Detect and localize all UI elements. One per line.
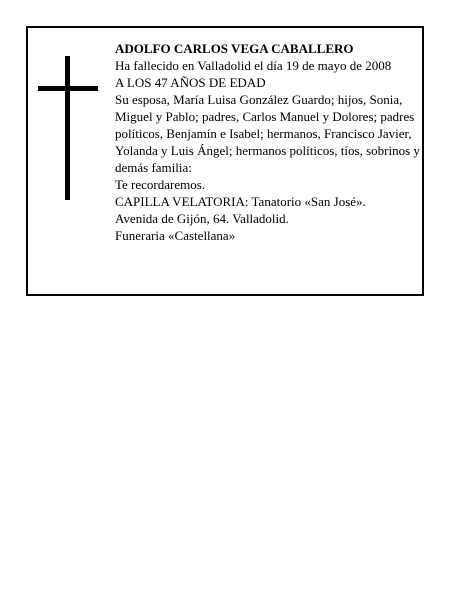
family-list: Su esposa, María Luisa González Guardo; hijos, Sonia, Miguel y Pablo; padres, Carlos Manuel y Dolores; padres políticos, Benjamín e Isabel; hermanos, Francisco Javier, Yolanda y Luis Ángel; hermanos políticos, tíos, sobrinos y demás familia: xyxy=(115,92,420,175)
obituary-notice xyxy=(26,26,424,296)
chapel-line: CAPILLA VELATORIA: Tanatorio «San José». xyxy=(115,194,366,209)
farewell-line: Te recordaremos. xyxy=(115,177,206,192)
cross-icon xyxy=(38,56,98,200)
deceased-name: ADOLFO CARLOS VEGA CABALLERO xyxy=(115,41,354,56)
death-notice: Ha fallecido en Valladolid el día 19 de mayo de 2008 xyxy=(115,58,392,73)
cross-horizontal-bar xyxy=(38,86,98,91)
notice-text xyxy=(115,40,421,244)
funeral-home-line: Funeraria «Castellana» xyxy=(115,228,236,243)
address-line: Avenida de Gijón, 64. Valladolid. xyxy=(115,211,289,226)
cross-vertical-bar xyxy=(65,56,70,200)
age-line: A LOS 47 AÑOS DE EDAD xyxy=(115,75,266,90)
